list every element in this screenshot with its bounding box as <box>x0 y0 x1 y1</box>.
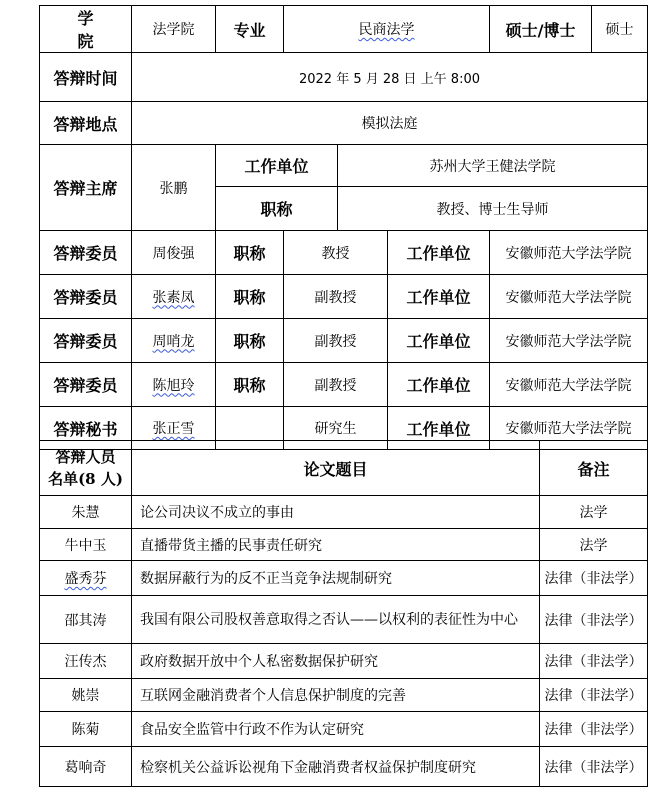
place-value: 模拟法庭 <box>132 102 648 145</box>
student-note: 法律（非法学） <box>540 712 648 747</box>
student-name: 陈菊 <box>40 712 132 747</box>
student-name: 朱慧 <box>40 496 132 529</box>
member-unit-label: 工作单位 <box>388 231 490 275</box>
member-name-text: 张素凤 <box>152 289 195 306</box>
student-row <box>40 747 648 787</box>
member-role: 答辩委员 <box>40 231 132 275</box>
student-list-table <box>39 440 648 787</box>
chair-title-label: 职称 <box>216 187 338 231</box>
student-row <box>40 679 648 712</box>
member-unit-label: 工作单位 <box>388 275 490 319</box>
secretary-unit-label: 工作单位 <box>388 407 490 450</box>
names-header-line1: 答辩人员 <box>55 448 116 466</box>
member-row <box>40 231 648 275</box>
chair-unit-label: 工作单位 <box>216 145 338 187</box>
member-unit-label: 工作单位 <box>388 319 490 363</box>
student-row <box>40 496 648 529</box>
student-topic: 食品安全监管中行政不作为认定研究 <box>132 712 540 747</box>
student-name: 牛中玉 <box>40 529 132 561</box>
student-topic: 直播带货主播的民事责任研究 <box>132 529 540 561</box>
names-header <box>40 441 132 496</box>
member-role: 答辩委员 <box>40 319 132 363</box>
member-name-text: 陈旭玲 <box>152 377 195 394</box>
member-name: 周俊强 <box>132 231 216 275</box>
time-label: 答辩时间 <box>40 53 132 102</box>
names-header-line2: 名单(8 人) <box>48 470 123 488</box>
header-row <box>40 6 648 53</box>
place-label: 答辩地点 <box>40 102 132 145</box>
member-name <box>132 319 216 363</box>
member-title: 副教授 <box>284 319 388 363</box>
student-name: 葛响奇 <box>40 747 132 787</box>
major-value <box>284 6 490 53</box>
student-topic: 论公司决议不成立的事由 <box>132 496 540 529</box>
member-role: 答辩委员 <box>40 363 132 407</box>
chair-title: 教授、博士生导师 <box>338 187 648 231</box>
member-name <box>132 363 216 407</box>
chair-name: 张鹏 <box>132 145 216 231</box>
place-row <box>40 102 648 145</box>
topic-header: 论文题目 <box>132 441 540 496</box>
secretary-name-text: 张正雪 <box>152 421 195 437</box>
college-value: 法学院 <box>132 6 216 53</box>
student-note: 法律（非法学） <box>540 679 648 712</box>
student-note: 法律（非法学） <box>540 596 648 644</box>
member-name-text: 周哨龙 <box>152 333 195 350</box>
time-row <box>40 53 648 102</box>
member-title-label: 职称 <box>216 319 284 363</box>
student-topic: 检察机关公益诉讼视角下金融消费者权益保护制度研究 <box>132 747 540 787</box>
major-text: 民商法学 <box>358 22 415 38</box>
member-unit: 安徽师范大学法学院 <box>490 363 648 407</box>
degree-value: 硕士 <box>592 6 648 53</box>
student-note: 法学 <box>540 529 648 561</box>
secretary-title: 研究生 <box>284 407 388 450</box>
member-row <box>40 319 648 363</box>
member-title-label: 职称 <box>216 363 284 407</box>
chair-row-1 <box>40 145 648 187</box>
college-label: 学 院 <box>40 6 132 53</box>
student-row <box>40 644 648 679</box>
student-row <box>40 712 648 747</box>
student-note: 法律（非法学） <box>540 561 648 596</box>
time-value: 2022 年 5 月 28 日 上午 8:00 <box>132 53 648 102</box>
student-row <box>40 596 648 644</box>
member-unit: 安徽师范大学法学院 <box>490 231 648 275</box>
student-topic: 我国有限公司股权善意取得之否认——以权利的表征性为中心 <box>132 596 540 644</box>
member-row <box>40 275 648 319</box>
degree-label: 硕士/博士 <box>490 6 592 53</box>
student-name: 姚崇 <box>40 679 132 712</box>
student-note: 法律（非法学） <box>540 644 648 679</box>
member-unit: 安徽师范大学法学院 <box>490 275 648 319</box>
member-title: 副教授 <box>284 275 388 319</box>
student-name-text: 盛秀芬 <box>64 571 107 587</box>
major-label: 专业 <box>216 6 284 53</box>
student-row <box>40 561 648 596</box>
student-topic: 数据屏蔽行为的反不正当竞争法规制研究 <box>132 561 540 596</box>
student-topic: 政府数据开放中个人私密数据保护研究 <box>132 644 540 679</box>
member-role: 答辩委员 <box>40 275 132 319</box>
member-unit: 安徽师范大学法学院 <box>490 319 648 363</box>
student-note: 法律（非法学） <box>540 747 648 787</box>
list-header-row <box>40 441 648 496</box>
member-title: 副教授 <box>284 363 388 407</box>
chair-label: 答辩主席 <box>40 145 132 231</box>
student-note: 法学 <box>540 496 648 529</box>
member-row <box>40 363 648 407</box>
member-unit-label: 工作单位 <box>388 363 490 407</box>
member-title-label: 职称 <box>216 275 284 319</box>
secretary-role: 答辩秘书 <box>40 407 132 450</box>
student-row <box>40 529 648 561</box>
student-name <box>40 561 132 596</box>
secretary-unit: 安徽师范大学法学院 <box>490 407 648 450</box>
student-name: 汪传杰 <box>40 644 132 679</box>
member-name <box>132 275 216 319</box>
chair-unit: 苏州大学王健法学院 <box>338 145 648 187</box>
defense-info-table <box>39 5 648 450</box>
student-topic: 互联网金融消费者个人信息保护制度的完善 <box>132 679 540 712</box>
member-title: 教授 <box>284 231 388 275</box>
member-title-label: 职称 <box>216 231 284 275</box>
note-header: 备注 <box>540 441 648 496</box>
student-name: 邵其涛 <box>40 596 132 644</box>
